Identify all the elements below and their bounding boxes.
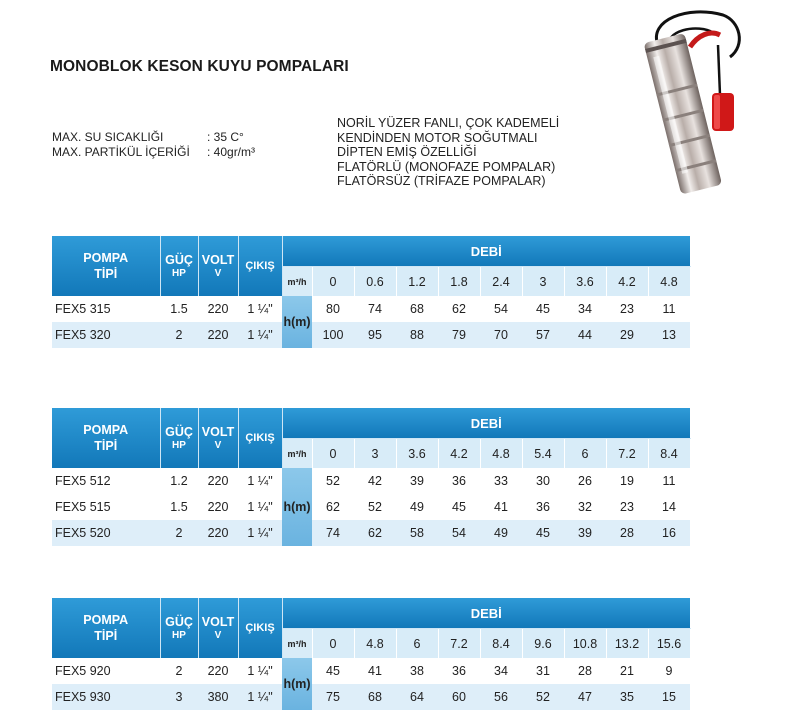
head-unit-label: h(m) (282, 658, 312, 710)
power-hp: 2 (160, 520, 198, 546)
model-name: FEX5 512 (55, 474, 111, 488)
head-value: 41 (368, 664, 382, 678)
flow-value: 5.4 (522, 439, 564, 469)
feature-item: NORİL YÜZER FANLI, ÇOK KADEMELİ (337, 116, 560, 130)
model-name: FEX5 515 (55, 500, 111, 514)
head-value: 39 (410, 474, 424, 488)
voltage: 220 (198, 520, 238, 546)
head-value: 62 (326, 500, 340, 514)
features-list (337, 116, 559, 189)
header-guc (160, 236, 198, 296)
head-value: 9 (665, 664, 673, 678)
feature-item: DİPTEN EMİŞ ÖZELLİĞİ (337, 145, 477, 159)
power-hp: 2 (160, 322, 198, 348)
header-volt-label: VOLT (201, 615, 235, 629)
flow-value: 3.6 (564, 267, 606, 297)
flow-value: 9.6 (522, 629, 564, 659)
header-pompa-tipi (52, 598, 160, 658)
model-name: FEX5 920 (55, 664, 111, 678)
header-pompa-tipi (52, 236, 160, 296)
head-value: 75 (312, 684, 354, 710)
power-hp: 1.5 (170, 500, 188, 514)
head-value: 70 (480, 322, 522, 348)
spec-label: MAX. PARTİKÜL İÇERİĞİ (52, 145, 190, 159)
head-value: 36 (452, 474, 466, 488)
head-value: 45 (522, 520, 564, 546)
flow-value: 3 (522, 267, 564, 297)
model-name: FEX5 520 (52, 520, 160, 546)
table-row (52, 468, 690, 494)
model-name: FEX5 315 (55, 302, 111, 316)
head-value: 68 (410, 302, 424, 316)
header-m3h: m³/h (282, 267, 312, 297)
flow-value: 6 (396, 629, 438, 659)
head-value: 54 (494, 302, 508, 316)
head-value: 26 (578, 474, 592, 488)
flow-value: 3.6 (396, 439, 438, 469)
header-cikis-label: ÇIKIŞ (245, 260, 275, 272)
header-tipi: TİPİ (94, 267, 118, 281)
voltage: 380 (198, 684, 238, 710)
power-hp: 1.2 (170, 474, 188, 488)
header-guc-label: GÜÇ (165, 253, 193, 267)
header-v-label: V (214, 630, 222, 641)
flow-value: 0 (312, 439, 354, 469)
flow-value: 1.8 (438, 267, 480, 297)
flow-value: 7.2 (438, 629, 480, 659)
header-cikis (238, 408, 282, 468)
head-value: 38 (410, 664, 424, 678)
head-value: 13 (648, 322, 690, 348)
outlet-size: 1 ¼" (247, 474, 273, 488)
header-pompa: POMPA (83, 251, 129, 265)
head-value: 35 (606, 684, 648, 710)
header-cikis (238, 236, 282, 296)
outlet-size: 1 ¼" (238, 684, 282, 710)
header-m3h: m³/h (282, 439, 312, 469)
flow-value: 7.2 (606, 439, 648, 469)
feature-item: FLATÖRSÜZ (TRİFAZE POMPALAR) (337, 174, 546, 188)
head-value: 47 (564, 684, 606, 710)
flow-value: 4.8 (354, 629, 396, 659)
header-cikis (238, 598, 282, 658)
header-pompa: POMPA (83, 613, 129, 627)
head-value: 52 (368, 500, 382, 514)
header-guc-label: GÜÇ (165, 615, 193, 629)
header-debi: DEBİ (282, 408, 690, 439)
head-value: 74 (368, 302, 382, 316)
head-value: 11 (662, 302, 676, 316)
head-value: 31 (536, 664, 550, 678)
header-hp-label: HP (172, 440, 186, 451)
power-hp: 1.5 (170, 302, 188, 316)
head-value: 39 (564, 520, 606, 546)
header-cikis-label: ÇIKIŞ (245, 432, 275, 444)
head-value: 60 (438, 684, 480, 710)
flow-value: 0 (312, 629, 354, 659)
head-value: 79 (438, 322, 480, 348)
flow-value: 0 (312, 267, 354, 297)
header-v-label: V (214, 440, 222, 451)
header-guc-label: GÜÇ (165, 425, 193, 439)
outlet-size: 1 ¼" (247, 500, 273, 514)
table-row (52, 520, 690, 546)
feature-item: FLATÖRLÜ (MONOFAZE POMPALAR) (337, 159, 556, 174)
header-pompa: POMPA (83, 423, 129, 437)
spec-max-temperature (52, 130, 255, 145)
head-value: 45 (326, 664, 340, 678)
voltage: 220 (207, 302, 229, 316)
header-guc (160, 598, 198, 658)
head-value: 32 (578, 500, 592, 514)
head-unit-label: h(m) (282, 296, 312, 348)
head-value: 11 (662, 474, 676, 488)
table-row (52, 658, 690, 684)
head-unit-label: h(m) (282, 468, 312, 546)
head-value: 41 (494, 500, 508, 514)
outlet-size: 1 ¼" (247, 664, 273, 678)
flow-value: 8.4 (480, 629, 522, 659)
head-value: 34 (494, 664, 508, 678)
pump-table-2 (52, 408, 691, 546)
head-value: 88 (396, 322, 438, 348)
header-hp-label: HP (172, 268, 186, 279)
model-name: FEX5 930 (52, 684, 160, 710)
flow-value: 13.2 (606, 629, 648, 659)
head-value: 49 (410, 500, 424, 514)
header-debi: DEBİ (282, 598, 690, 629)
head-value: 57 (522, 322, 564, 348)
head-value: 49 (480, 520, 522, 546)
table-row (52, 684, 690, 710)
spec-value: : 40gr/m³ (207, 145, 256, 159)
flow-value: 4.8 (648, 267, 690, 297)
head-value: 54 (438, 520, 480, 546)
head-value: 33 (494, 474, 508, 488)
model-name: FEX5 320 (52, 322, 160, 348)
head-value: 29 (606, 322, 648, 348)
head-value: 28 (578, 664, 592, 678)
header-hp-label: HP (172, 630, 186, 641)
head-value: 45 (536, 302, 550, 316)
voltage: 220 (207, 474, 229, 488)
table-row (52, 322, 690, 348)
voltage: 220 (198, 322, 238, 348)
header-volt-label: VOLT (201, 253, 235, 267)
head-value: 45 (452, 500, 466, 514)
table-row (52, 296, 690, 322)
spec-max-particle (52, 145, 255, 160)
header-volt-label: VOLT (201, 425, 235, 439)
head-value: 62 (354, 520, 396, 546)
header-m3h: m³/h (282, 629, 312, 659)
specs-block (52, 130, 255, 160)
head-value: 34 (578, 302, 592, 316)
flow-value: 0.6 (354, 267, 396, 297)
header-debi: DEBİ (282, 236, 690, 267)
head-value: 30 (536, 474, 550, 488)
outlet-size: 1 ¼" (247, 302, 273, 316)
flow-value: 1.2 (396, 267, 438, 297)
head-value: 56 (480, 684, 522, 710)
table-row (52, 494, 690, 520)
flow-value: 10.8 (564, 629, 606, 659)
flow-value: 4.2 (438, 439, 480, 469)
head-value: 23 (620, 500, 634, 514)
voltage: 220 (207, 500, 229, 514)
header-cikis-label: ÇIKIŞ (245, 622, 275, 634)
header-tipi: TİPİ (94, 439, 118, 453)
head-value: 16 (648, 520, 690, 546)
head-value: 23 (620, 302, 634, 316)
head-value: 74 (312, 520, 354, 546)
flow-value: 3 (354, 439, 396, 469)
page-title: MONOBLOK KESON KUYU POMPALARI (50, 58, 349, 75)
head-value: 14 (662, 500, 676, 514)
pump-image (628, 5, 750, 197)
power-hp: 2 (175, 664, 183, 678)
header-volt (198, 408, 238, 468)
header-pompa-tipi (52, 408, 160, 468)
head-value: 42 (368, 474, 382, 488)
flow-value: 2.4 (480, 267, 522, 297)
spec-value: : 35 C° (207, 130, 244, 144)
outlet-size: 1 ¼" (238, 322, 282, 348)
head-value: 28 (606, 520, 648, 546)
head-value: 95 (354, 322, 396, 348)
head-value: 36 (452, 664, 466, 678)
voltage: 220 (207, 664, 229, 678)
flow-value: 4.2 (606, 267, 648, 297)
head-value: 52 (326, 474, 340, 488)
header-volt (198, 598, 238, 658)
head-value: 58 (396, 520, 438, 546)
power-hp: 3 (160, 684, 198, 710)
head-value: 36 (536, 500, 550, 514)
header-v-label: V (214, 268, 222, 279)
feature-item: KENDİNDEN MOTOR SOĞUTMALI (337, 130, 538, 145)
head-value: 52 (522, 684, 564, 710)
head-value: 68 (354, 684, 396, 710)
head-value: 15 (648, 684, 690, 710)
flow-value: 6 (564, 439, 606, 469)
flow-value: 4.8 (480, 439, 522, 469)
head-value: 64 (396, 684, 438, 710)
outlet-size: 1 ¼" (238, 520, 282, 546)
head-value: 21 (620, 664, 634, 678)
head-value: 80 (326, 302, 340, 316)
head-value: 100 (312, 322, 354, 348)
flow-value: 15.6 (648, 629, 690, 659)
header-tipi: TİPİ (94, 629, 118, 643)
spec-label: MAX. SU SICAKLIĞI (52, 130, 164, 144)
header-volt (198, 236, 238, 296)
head-value: 44 (564, 322, 606, 348)
pump-table-3 (52, 598, 691, 710)
flow-value: 8.4 (648, 439, 690, 469)
head-value: 19 (620, 474, 634, 488)
pump-table-1 (52, 236, 691, 348)
header-guc (160, 408, 198, 468)
head-value: 62 (452, 302, 466, 316)
